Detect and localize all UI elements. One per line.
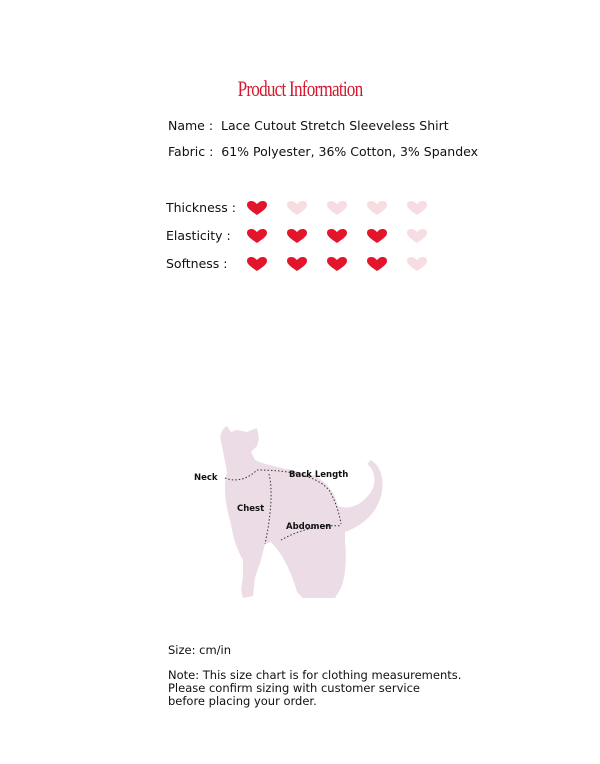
back-length-label: Back Length [289, 470, 349, 480]
heart-empty-icon [286, 200, 308, 216]
heart-filled-icon [286, 256, 308, 272]
heart-empty-icon [406, 228, 428, 244]
abdomen-label: Abdomen [286, 522, 332, 532]
heart-empty-icon [406, 200, 428, 216]
product-name-label: Name : [168, 118, 214, 133]
cat-measurement-diagram [185, 420, 415, 610]
heart-empty-icon [326, 200, 348, 216]
heart-filled-icon [366, 228, 388, 244]
note-line: before placing your order. [168, 694, 317, 708]
heart-filled-icon [326, 228, 348, 244]
product-fabric-value: 61% Polyester, 36% Cotton, 3% Spandex [221, 144, 479, 159]
heart-empty-icon [366, 200, 388, 216]
heart-filled-icon [246, 228, 268, 244]
chest-label: Chest [237, 504, 265, 514]
heart-filled-icon [326, 256, 348, 272]
page-title: Product Information [237, 76, 363, 101]
neck-label: Neck [194, 473, 218, 483]
product-fabric-row [168, 144, 478, 159]
product-name-row [168, 118, 449, 133]
note-line: Please confirm sizing with customer service [168, 681, 420, 695]
heart-filled-icon [366, 256, 388, 272]
size-unit-text: Size: cm/in [168, 643, 232, 657]
heart-filled-icon [286, 228, 308, 244]
rating-label: Elasticity : [166, 228, 231, 243]
rating-label: Softness : [166, 256, 228, 271]
rating-label: Thickness : [166, 200, 236, 215]
product-fabric-label: Fabric : [168, 144, 214, 159]
heart-empty-icon [406, 256, 428, 272]
heart-filled-icon [246, 200, 268, 216]
note-line: Note: This size chart is for clothing measurements. [168, 668, 462, 682]
product-name-value: Lace Cutout Stretch Sleeveless Shirt [221, 118, 449, 133]
size-note [168, 669, 461, 708]
heart-filled-icon [246, 256, 268, 272]
